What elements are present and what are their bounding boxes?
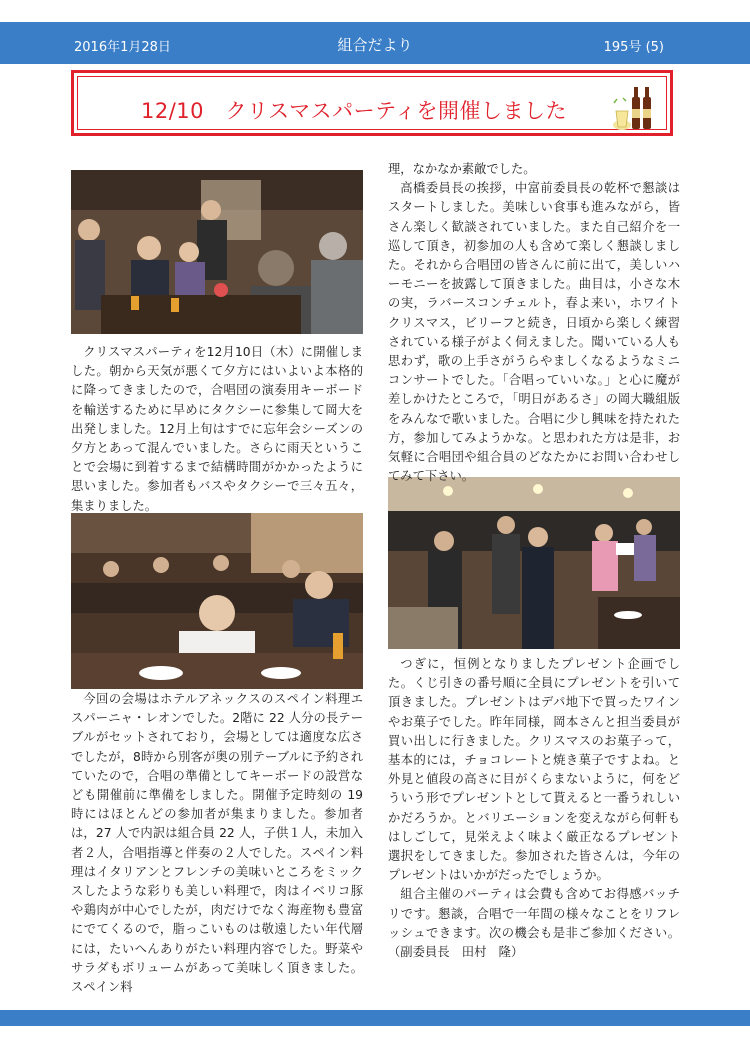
header-date: 2016年1月28日 — [74, 40, 171, 55]
paragraph-continuation: 理，なかなか素敵でした。 — [388, 162, 536, 176]
photo-party-guests — [71, 170, 363, 334]
right-column-bottom — [388, 655, 680, 962]
header-issue-number: 195号 (5) — [603, 40, 664, 55]
photo-dinner — [71, 513, 363, 689]
choir-image — [388, 477, 680, 649]
article-title: 12/10 クリスマスパーティを開催しました — [141, 99, 567, 123]
paragraph-intro: クリスマスパーティを12月10日（木）に開催しました。朝から天気が悪くて夕方にはいよいよ本格的に降ってきましたので，合唱団の演奏用キーボードを輸送するために早めにタクシーに参集して岡大を出発しました。12月上旬はすでに忘年会シーズンの夕方とあって混んでいました。さらに雨天ということで会場に到着するまで結構時間がかかったように思いました。参加者もバスやタクシーで三々五々，集まりました。 — [71, 345, 363, 513]
left-column-bottom — [71, 690, 363, 997]
right-column-top — [388, 160, 680, 486]
paragraph-presents: つぎに，恒例となりましたプレゼント企画でした。くじ引きの番号順に全員にプレゼントを引いて頂きました。プレゼントはデパ地下で買ったワインやお菓子でした。昨年同様，岡本さんと担当委員が買い出しに行きました。クリスマスのお菓子って，基本的には，チョコレートと焼き菓子ですよね。と外見と値段の高さに目がくらまないように，何をどういう形でプレゼントとして貰えると一番うれしいかだろうか。とバリエーションを変えながら何軒もはしごして，見栄えよく味よく厳正なるプレゼント選択をしてきました。参加された皆さんは，今年のプレゼントはいかがだったでしょうか。 — [388, 657, 680, 883]
beer-bottles-icon — [612, 81, 656, 133]
footer-bar — [0, 1010, 750, 1026]
paragraph-venue: 今回の会場はホテルアネックスのスペイン料理エスパーニャ・レオンでした。2階に 22 人分の長テーブルがセットされており，会場としては適度な広さでしたが，8時から別客が奥の別テーブルに予約されていたので，合唱の準備としてキーボードの設営なども開催前に準備をしました。開催予定時刻の 19 時にはほとんどの参加者が集まりました。参加者は，27 人で内訳は組合員 22 人，子供１人，未加入者２人，合唱指導と伴奏の２人でした。スペイン料理はイタリアンとフレンチの美味いところをミックスしたような彩りも美しい料理で，肉はイベリコ豚や鶏肉が中心でしたが，肉だけでなく海産物も豊富にでてくるので，脂っこいものは敬遠したい年代層には，たいへんありがたい料理内容でした。野菜やサラダもボリュームがあって美味しく頂きました。スペイン料 — [71, 692, 363, 995]
paragraph-choir: 高橋委員長の挨拶，中富前委員長の乾杯で懇談はスタートしました。美味しい食事も進みながら，皆さん楽しく歓談されていました。また自己紹介を一巡して頂き，初参加の人も含めて楽しく懇談しました。それから合唱団の皆さんに前に出て，美しいハーモニーを披露して頂きました。曲目は，小さな木の実，ラバースコンチェルト，春よ来い，ホワイトクリスマス，ビリーフと続き，日頃から楽しく練習されている様子がよく伺えました。聞いている人も思わず，歌の上手さがうらやましくなるようなミニコンサートでした。「合唱っていいな。」と心に魔が差しかけたところで，「明日があるさ」の岡大職組版をみんなで歌いました。合唱に少し興味を持たれた方，参加してみようかな。と思われた方は是非，お気軽に合唱団や組合員のどなたかにお問い合わせしてみて下さい。 — [388, 181, 680, 484]
paragraph-closing: 組合主催のパーティは会費も含めてお得感バッチリです。懇談，合唱で一年間の様々なことをリフレッシュできます。次の機会も是非ご参加ください。（副委員長 田村 隆） — [388, 887, 680, 960]
dinner-image — [71, 513, 363, 689]
party-guests-image — [71, 170, 363, 334]
photo-choir — [388, 477, 680, 649]
header-title: 組合だより — [337, 36, 413, 54]
article-title-box — [71, 70, 673, 136]
left-column-top — [71, 343, 363, 516]
